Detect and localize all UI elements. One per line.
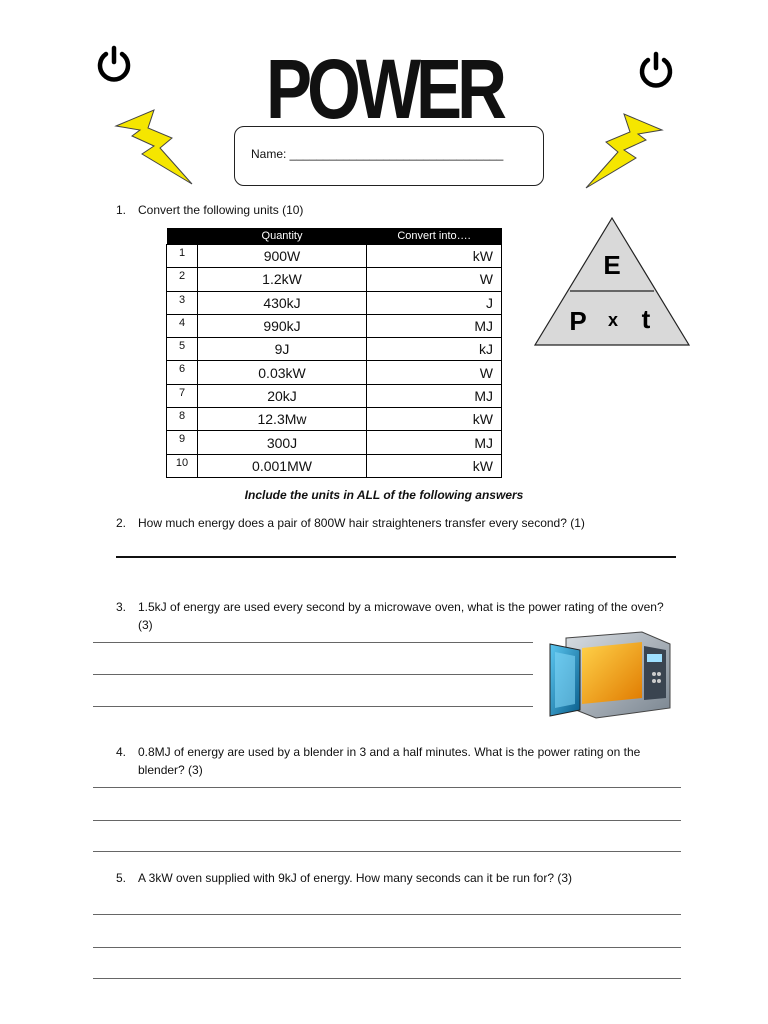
name-field[interactable]: Name: ________________________________: [251, 147, 504, 161]
table-row: [167, 361, 502, 384]
table-header-row: [167, 228, 502, 245]
question-number: 1.: [116, 203, 127, 217]
row-quantity: 990kJ: [198, 314, 367, 337]
table-row: [167, 291, 502, 314]
row-quantity: 900W: [198, 245, 367, 268]
table-row: [167, 268, 502, 291]
table-row: [167, 384, 502, 407]
header-number: [167, 228, 198, 245]
lightning-bolt-icon: [114, 108, 194, 188]
table-row: [167, 408, 502, 431]
header-convert: Convert into….: [367, 228, 502, 245]
table-row: [167, 338, 502, 361]
row-quantity: 12.3Mw: [198, 408, 367, 431]
row-convert: kW: [367, 454, 502, 477]
triangle-times: x: [607, 310, 619, 330]
formula-triangle: [532, 216, 692, 348]
answer-line[interactable]: [116, 556, 676, 558]
question-text: 1.5kJ of energy are used every second by a microwave oven, what is the power rating of the oven?(3): [138, 600, 664, 632]
question-text: Convert the following units (10): [138, 203, 304, 217]
row-convert: J: [367, 291, 502, 314]
row-quantity: 20kJ: [198, 384, 367, 407]
table-row: [167, 454, 502, 477]
answer-line[interactable]: [93, 642, 533, 643]
row-number: 1: [167, 245, 198, 268]
header-quantity: Quantity: [198, 228, 367, 245]
row-quantity: 0.001MW: [198, 454, 367, 477]
question-number: 5.: [116, 871, 127, 885]
microwave-oven-image: [546, 628, 672, 722]
answer-line[interactable]: [93, 820, 681, 821]
power-title-logo: [262, 40, 506, 136]
table-row: [167, 245, 502, 268]
row-convert: MJ: [367, 431, 502, 454]
question-number: 3.: [116, 600, 127, 614]
question-text: How much energy does a pair of 800W hair straighteners transfer every second? (1): [138, 516, 585, 530]
row-convert: MJ: [367, 314, 502, 337]
answer-line[interactable]: [93, 914, 681, 915]
row-quantity: 0.03kW: [198, 361, 367, 384]
table-row: [167, 314, 502, 337]
row-number: 7: [167, 384, 198, 407]
triangle-time: t: [641, 304, 651, 334]
question-number: 4.: [116, 745, 127, 759]
power-icon: [636, 50, 676, 90]
row-number: 2: [167, 268, 198, 291]
row-quantity: 9J: [198, 338, 367, 361]
row-number: 3: [167, 291, 198, 314]
row-convert: W: [367, 268, 502, 291]
question-text: A 3kW oven supplied with 9kJ of energy. How many seconds can it be run for? (3): [138, 871, 572, 885]
name-box[interactable]: [234, 126, 544, 186]
question-text: 0.8MJ of energy are used by a blender in 3 and a half minutes. What is the power rating on the blender? (3): [138, 745, 641, 777]
row-convert: kW: [367, 245, 502, 268]
row-convert: MJ: [367, 384, 502, 407]
conversion-table: [166, 228, 502, 478]
row-convert: kW: [367, 408, 502, 431]
answer-line[interactable]: [93, 674, 533, 675]
triangle-energy: E: [603, 250, 621, 280]
answer-line[interactable]: [93, 851, 681, 852]
answer-line[interactable]: [93, 978, 681, 979]
table-row: [167, 431, 502, 454]
title-text: POWER: [266, 42, 506, 136]
row-quantity: 430kJ: [198, 291, 367, 314]
question-number: 2.: [116, 516, 127, 530]
triangle-power: P: [569, 306, 587, 336]
row-number: 8: [167, 408, 198, 431]
lightning-bolt-icon: [584, 112, 664, 192]
row-number: 6: [167, 361, 198, 384]
answer-line[interactable]: [93, 787, 681, 788]
row-number: 9: [167, 431, 198, 454]
row-number: 5: [167, 338, 198, 361]
row-number: 4: [167, 314, 198, 337]
power-icon: [94, 44, 134, 84]
row-quantity: 1.2kW: [198, 268, 367, 291]
answer-line[interactable]: [93, 706, 533, 707]
row-quantity: 300J: [198, 431, 367, 454]
answer-line[interactable]: [93, 947, 681, 948]
row-convert: kJ: [367, 338, 502, 361]
units-note: Include the units in ALL of the following answers: [244, 488, 524, 502]
row-number: 10: [167, 454, 198, 477]
row-convert: W: [367, 361, 502, 384]
